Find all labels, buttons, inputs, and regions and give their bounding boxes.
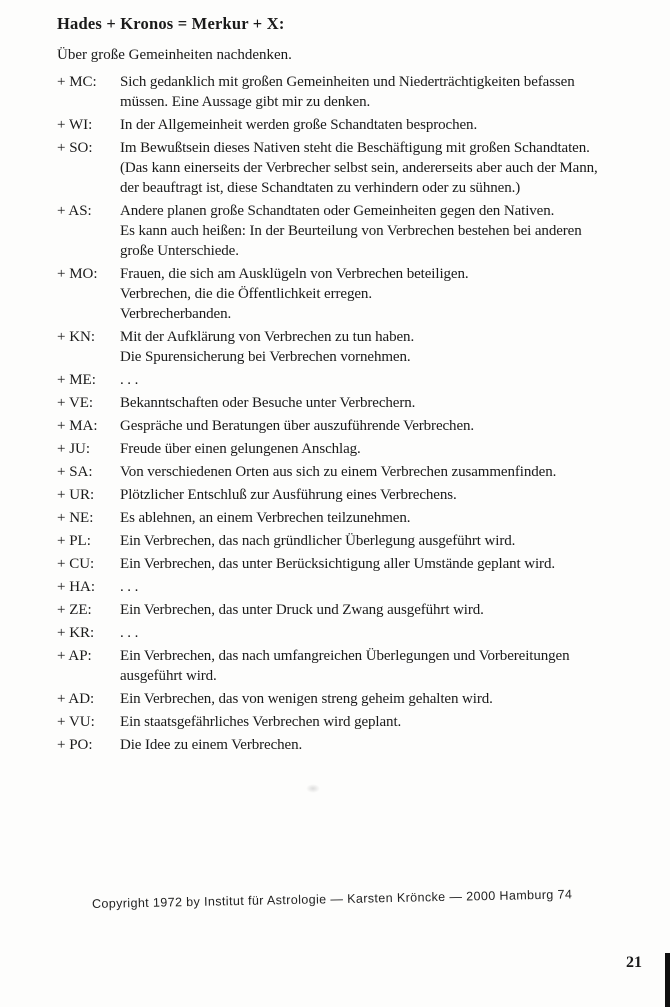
entry-row	[57, 508, 653, 528]
intro-line: Über große Gemeinheiten nachdenken.	[57, 47, 292, 63]
entry-label: + SA:	[57, 464, 93, 480]
entry-label: + NE:	[57, 510, 94, 526]
entry-text	[120, 554, 653, 574]
entry-text	[120, 264, 653, 324]
entry-label: + WI:	[57, 117, 93, 133]
entry-line: Es kann auch heißen: In der Beurteilung von Verbrechen bestehen bei anderen	[120, 223, 582, 239]
entry-row	[57, 735, 653, 755]
entry-line: Ein staatsgefährliches Verbrechen wird geplant.	[120, 714, 402, 730]
entry-text	[120, 646, 653, 686]
entry-row	[57, 264, 653, 324]
entry-text	[120, 72, 653, 112]
entry-line: . . .	[120, 579, 139, 595]
entry-line: große Unterschiede.	[120, 243, 239, 259]
entry-line: Verbrecherbanden.	[120, 306, 232, 322]
entry-label: + JU:	[57, 441, 91, 457]
page-title: Hades + Kronos = Merkur + X:	[57, 14, 285, 33]
entry-row	[57, 115, 653, 135]
entry-text	[120, 201, 653, 261]
entry-line: Es ablehnen, an einem Verbrechen teilzunehmen.	[120, 510, 411, 526]
scan-smudge-artifact	[306, 784, 320, 793]
entry-row	[57, 327, 653, 367]
entry-row	[57, 577, 653, 597]
entry-label: + MO:	[57, 266, 98, 282]
entry-line: ausgeführt wird.	[120, 668, 217, 684]
entry-text	[120, 577, 653, 597]
entry-label: + ME:	[57, 372, 96, 388]
copyright-line: Copyright 1972 by Institut für Astrologie — Karsten Kröncke — 2000 Hamburg 74	[91, 887, 573, 911]
entry-text	[120, 689, 653, 709]
entry-text	[120, 370, 653, 390]
entry-line: Von verschiedenen Orten aus sich zu einem Verbrechen zusammenfinden.	[120, 464, 557, 480]
entry-label: + PL:	[57, 533, 91, 549]
entry-line: Die Idee zu einem Verbrechen.	[120, 737, 303, 753]
entry-label: + ZE:	[57, 602, 92, 618]
entry-line: In der Allgemeinheit werden große Schandtaten besprochen.	[120, 117, 478, 133]
entry-line: Freude über einen gelungenen Anschlag.	[120, 441, 361, 457]
entry-line: Plötzlicher Entschluß zur Ausführung eines Verbrechens.	[120, 487, 457, 503]
entry-line: Ein Verbrechen, das unter Berücksichtigung aller Umstände geplant wird.	[120, 556, 555, 572]
entry-line: Ein Verbrechen, das von wenigen streng geheim gehalten wird.	[120, 691, 493, 707]
entry-row	[57, 439, 653, 459]
entry-label: + VE:	[57, 395, 94, 411]
entry-row	[57, 712, 653, 732]
entry-label: + SO:	[57, 140, 93, 156]
scan-edge-artifact	[665, 953, 670, 1007]
entry-line: Andere planen große Schandtaten oder Gemeinheiten gegen den Nativen.	[120, 203, 555, 219]
entry-label: + MA:	[57, 418, 98, 434]
entry-line: Bekanntschaften oder Besuche unter Verbrechern.	[120, 395, 416, 411]
entry-row	[57, 485, 653, 505]
entry-label: + CU:	[57, 556, 95, 572]
entry-row	[57, 138, 653, 198]
entry-text	[120, 115, 653, 135]
entry-text	[120, 327, 653, 367]
entry-line: . . .	[120, 372, 139, 388]
entry-line: Gespräche und Beratungen über auszuführende Verbrechen.	[120, 418, 475, 434]
entry-line: . . .	[120, 625, 139, 641]
entry-label: + UR:	[57, 487, 95, 503]
entry-label: + AP:	[57, 648, 92, 664]
entry-line: der beauftragt ist, diese Schandtaten zu verhindern oder zu sühnen.)	[120, 180, 521, 196]
entry-line: müssen. Eine Aussage gibt mir zu denken.	[120, 94, 371, 110]
entry-row	[57, 201, 653, 261]
entry-row	[57, 416, 653, 436]
entry-text	[120, 138, 653, 198]
entry-text	[120, 623, 653, 643]
entry-line: Im Bewußtsein dieses Nativen steht die Beschäftigung mit großen Schandtaten.	[120, 140, 590, 156]
entry-label: + KN:	[57, 329, 96, 345]
entry-label: + PO:	[57, 737, 93, 753]
entry-list	[57, 72, 653, 755]
entry-text	[120, 531, 653, 551]
entry-label: + VU:	[57, 714, 95, 730]
entry-text	[120, 462, 653, 482]
page-number: 21	[626, 954, 642, 971]
entry-row	[57, 72, 653, 112]
entry-label: + HA:	[57, 579, 96, 595]
entry-line: Ein Verbrechen, das nach umfangreichen Überlegungen und Vorbereitungen	[120, 648, 570, 664]
entry-row	[57, 600, 653, 620]
entry-row	[57, 393, 653, 413]
entry-line: Sich gedanklich mit großen Gemeinheiten und Niederträchtigkeiten befassen	[120, 74, 575, 90]
page-content	[57, 14, 653, 758]
entry-text	[120, 485, 653, 505]
entry-text	[120, 735, 653, 755]
entry-line: Verbrechen, die die Öffentlichkeit erregen.	[120, 286, 372, 302]
entry-row	[57, 623, 653, 643]
entry-row	[57, 646, 653, 686]
entry-row	[57, 370, 653, 390]
entry-line: Mit der Aufklärung von Verbrechen zu tun haben.	[120, 329, 415, 345]
entry-label: + KR:	[57, 625, 95, 641]
entry-row	[57, 462, 653, 482]
entry-text	[120, 600, 653, 620]
entry-row	[57, 689, 653, 709]
entry-text	[120, 712, 653, 732]
entry-line: Ein Verbrechen, das nach gründlicher Überlegung ausgeführt wird.	[120, 533, 516, 549]
entry-row	[57, 554, 653, 574]
entry-text	[120, 416, 653, 436]
entry-row	[57, 531, 653, 551]
entry-label: + MC:	[57, 74, 97, 90]
entry-text	[120, 439, 653, 459]
entry-line: Frauen, die sich am Ausklügeln von Verbrechen beteiligen.	[120, 266, 469, 282]
entry-label: + AD:	[57, 691, 95, 707]
entry-line: (Das kann einerseits der Verbrecher selbst sein, andererseits aber auch der Mann,	[120, 160, 598, 176]
entry-text	[120, 508, 653, 528]
entry-text	[120, 393, 653, 413]
entry-line: Ein Verbrechen, das unter Druck und Zwang ausgeführt wird.	[120, 602, 484, 618]
entry-line: Die Spurensicherung bei Verbrechen vornehmen.	[120, 349, 411, 365]
entry-label: + AS:	[57, 203, 92, 219]
